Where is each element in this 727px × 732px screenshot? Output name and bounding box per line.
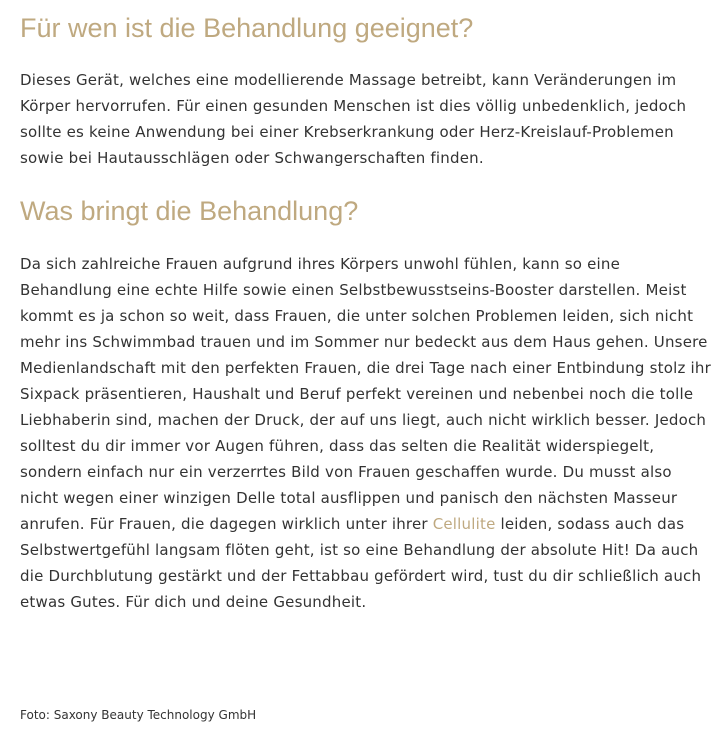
paragraph-text-before-link: Da sich zahlreiche Frauen aufgrund ihres Körpers unwohl fühlen, kann so eine Behandlung eine echte Hilfe sowie einen Selbstbewusstseins-Booster darstellen. Meist kommt es ja schon so weit, dass Frauen, die unter solchen Problemen leiden, sich nicht mehr ins Schwimmbad trauen und im Sommer nur bedeckt aus dem Haus gehen. Unsere Medienlandschaft mit den perfekten Frauen, die drei Tage nach einer Entbindung stolz ihr Sixpack präsentieren, Haushalt und Beruf perfekt vereinen und nebenbei noch die tolle Liebhaberin sind, machen der Druck, der auf uns liegt, auch nicht wirklich besser. Jedoch solltest du dir immer vor Augen führen, dass das selten die Realität widerspiegelt, sondern einfach nur ein verzerrtes Bild von Frauen geschaffen wurde. Du musst also nicht wegen einer winzigen Delle total ausflippen und panisch den nächsten Masseur anrufen. Für Frauen, die dagegen wirklich unter ihrer	[20, 255, 711, 533]
cellulite-link[interactable]: Cellulite	[432, 515, 496, 533]
section-heading-benefits: Was bringt die Behandlung?	[20, 196, 359, 226]
article-body	[20, 0, 715, 615]
photo-credit: Foto: Saxony Beauty Technology GmbH	[20, 708, 257, 722]
section-paragraph-benefits	[20, 251, 715, 615]
paragraph-text-after-link: leiden, sodass auch das Selbstwertgefühl langsam flöten geht, ist so eine Behandlung der absolute Hit! Da auch die Durchblutung gestärkt und der Fettabbau gefördert wird, tust du dir schließlich auch etwas Gutes. Für dich und deine Gesundheit.	[20, 515, 702, 611]
section-paragraph-suitability: Dieses Gerät, welches eine modellierende Massage betreibt, kann Veränderungen im Körper hervorrufen. Für einen gesunden Menschen ist dies völlig unbedenklich, jedoch sollte es keine Anwendung bei einer Krebserkrankung oder Herz-Kreislauf-Problemen sowie bei Hautausschlägen oder Schwangerschaften finden.	[20, 71, 687, 167]
section-heading-suitability: Für wen ist die Behandlung geeignet?	[20, 13, 474, 43]
